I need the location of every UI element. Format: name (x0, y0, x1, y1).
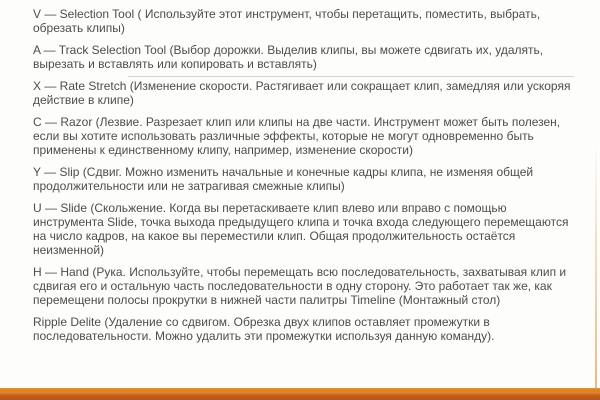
tool-description-slip: Y — Slip (Сдвиг. Можно изменить начальные и конечные кадры клипа, не изменяя общей продолжительности или не затрагивая смежные клипы) (33, 165, 534, 193)
tool-description-rate-stretch: X — Rate Stretch (Изменение скорости. Растягивает или сокращает клип, замедляя или ускоряя действие в клипе) (33, 79, 571, 107)
tool-description-selection: V — Selection Tool ( Используйте этот инструмент, чтобы перетащить, поместить, выбрать, обрезать клипы) (33, 7, 541, 35)
tool-description-ripple-delete: Ripple Delite (Удаление со сдвигом. Обрезка двух клипов оставляет промежутки в последовательности. Можно удалить эти промежутки используя данную команду). (33, 315, 495, 343)
right-accent-bar (595, 140, 597, 388)
tool-description-track-selection: A — Track Selection Tool (Выбор дорожки. Выделив клипы, вы можете сдвигать их, удалять, вырезать и вставлять или копировать и вставлять) (33, 43, 544, 71)
tool-description-hand: H — Hand (Рука. Используйте, чтобы перемещать всю последовательность, захватывая клип и сдвигая его и остальную часть последовательности в одну сторону. Это работает так же, как перемещени полосы прокрутки в нижней части палитры Timeline (Монтажный стол) (33, 265, 567, 307)
tool-description-razor: C — Razor (Лезвие. Разрезает клип или клипы на две части. Инструмент может быть полезен, если вы хотите использовать различные эффекты, которые не могут одновременно быть применены к единственному клипу, например, изменение скорости) (33, 115, 561, 157)
divider-line (128, 76, 574, 77)
bottom-accent-bar (0, 388, 600, 400)
tool-shortcut-list (33, 7, 578, 351)
tool-description-slide: U — Slide (Скольжение. Когда вы перетаскиваете клип влево или вправо с помощью инструмента Slide, точка выхода предыдущего клипа и точка входа следующего перемещаются на число кадров, на какое вы переместили клип. Общая продолжительность остаётся неизменной) (33, 201, 569, 257)
